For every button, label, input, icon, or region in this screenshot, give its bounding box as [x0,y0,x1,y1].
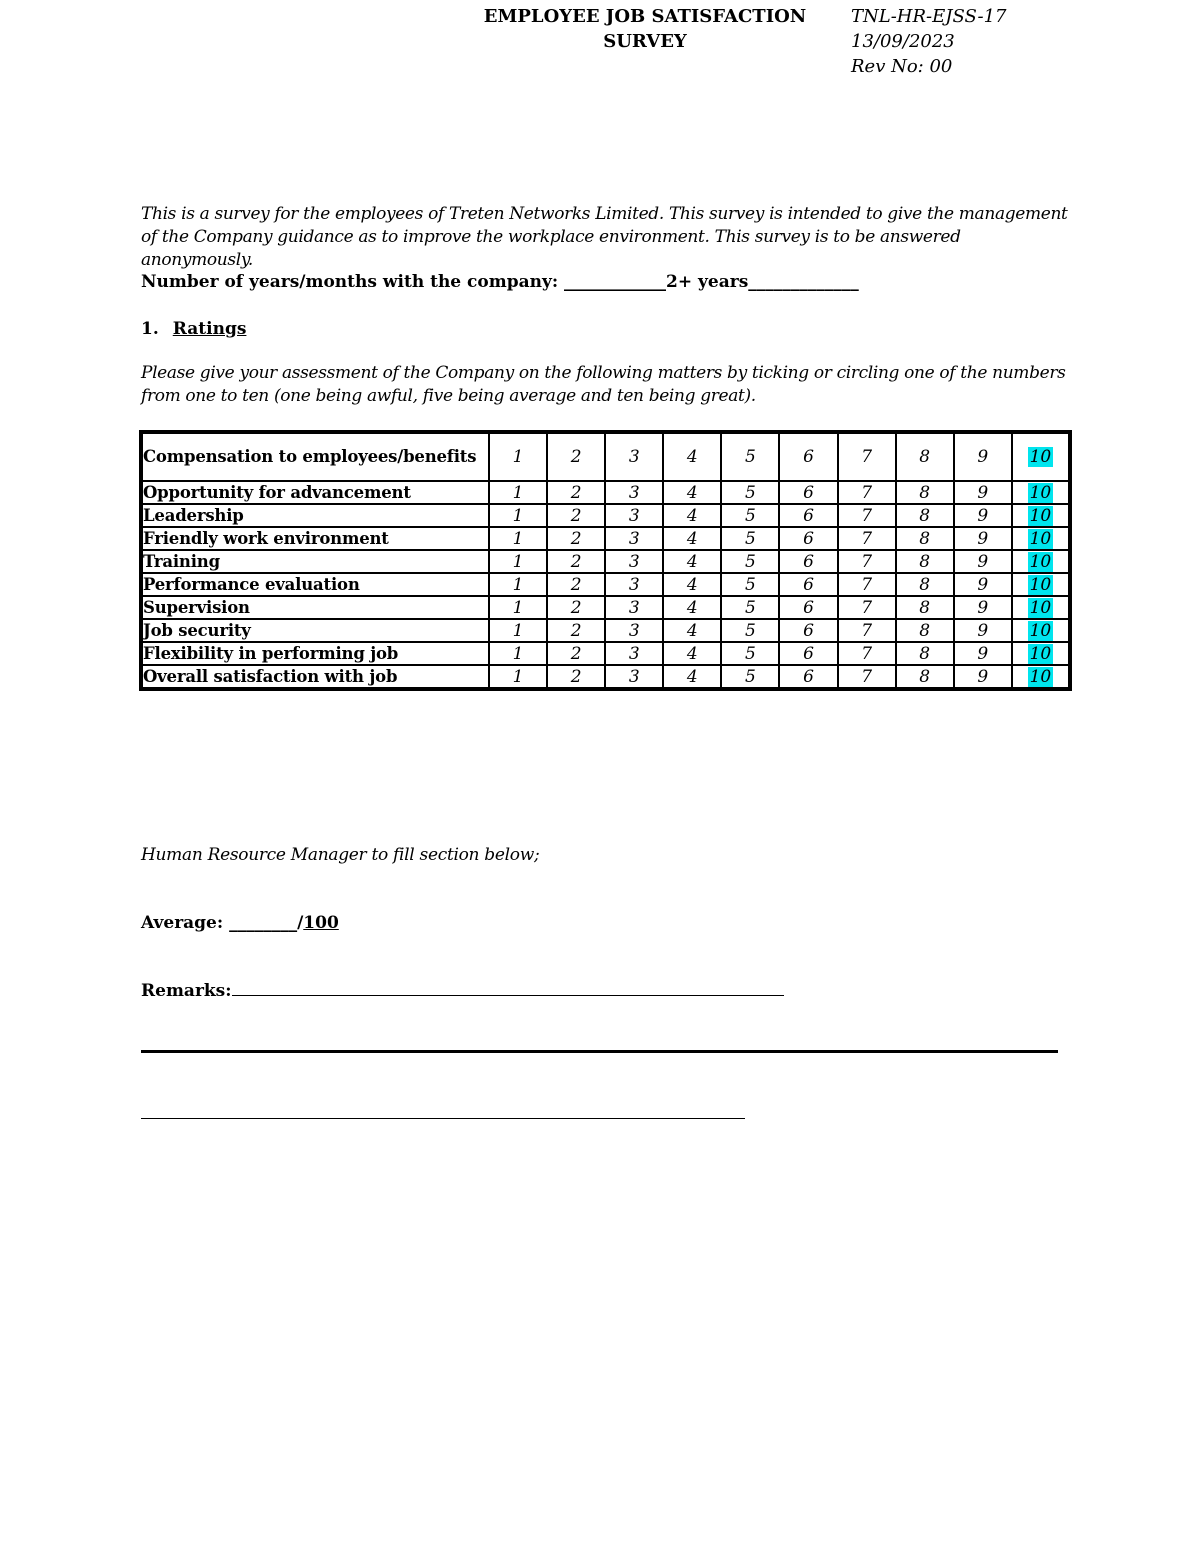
rating-option-7[interactable] [838,619,896,642]
rating-option-label: 4 [686,597,698,618]
rating-option-label: 7 [861,505,873,526]
rating-option-label: 8 [919,505,931,526]
rating-option-label: 10 [1029,505,1052,526]
rating-option-2[interactable] [547,573,605,596]
rating-option-label: 3 [628,620,640,641]
rating-option-1[interactable] [489,504,547,527]
rating-option-3[interactable] [605,642,663,665]
rating-option-label: 2 [570,447,582,467]
rating-option-label: 9 [977,551,989,572]
rating-criterion: Training [141,550,489,573]
rating-criterion: Leadership [141,504,489,527]
rating-option-2[interactable] [547,481,605,504]
rating-option-7[interactable] [838,665,896,689]
rating-option-7[interactable] [838,432,896,481]
rating-option-label: 1 [512,597,524,618]
rating-option-label: 5 [745,620,756,641]
rating-option-label: 10 [1029,528,1052,549]
rating-option-label: 1 [512,620,524,641]
rating-option-label: 4 [686,643,698,664]
rating-option-9[interactable] [954,550,1012,573]
rating-option-6[interactable] [779,596,837,619]
rating-option-8[interactable] [896,504,954,527]
rating-option-7[interactable] [838,573,896,596]
rating-option-5[interactable] [721,573,779,596]
rating-option-1[interactable] [489,596,547,619]
rating-option-4[interactable] [663,573,721,596]
rating-option-7[interactable] [838,481,896,504]
intro-paragraph: This is a survey for the employees of Treten Networks Limited. This survey is intended to give the management of the Company guidance as to improve the workplace environment. This survey is to be answered anonymously. [141,204,1068,270]
rating-option-label: 6 [803,447,814,467]
rating-criterion: Friendly work environment [141,527,489,550]
rating-option-8[interactable] [896,573,954,596]
rating-row [141,665,1070,689]
rating-option-label: 3 [628,551,640,572]
rating-option-label: 1 [512,482,524,503]
rating-option-9[interactable] [954,481,1012,504]
rating-option-label: 5 [745,551,756,572]
rating-option-label: 6 [803,574,814,595]
rating-option-10[interactable] [1012,665,1070,689]
rating-option-3[interactable] [605,481,663,504]
rating-option-label: 4 [686,505,698,526]
ratings-body [141,432,1070,689]
rating-option-9[interactable] [954,504,1012,527]
rating-row [141,619,1070,642]
rating-option-8[interactable] [896,642,954,665]
remarks-rule-thick [141,1050,1058,1053]
rating-option-label: 4 [686,574,698,595]
rating-row [141,550,1070,573]
rating-option-label: 4 [686,666,698,687]
remarks-label: Remarks: [141,981,232,1001]
rating-option-1[interactable] [489,619,547,642]
rating-option-label: 10 [1029,597,1052,618]
rating-option-label: 1 [512,551,524,572]
rating-option-label: 7 [861,447,873,467]
rating-option-1[interactable] [489,481,547,504]
rating-option-label: 3 [628,447,640,467]
rating-option-label: 3 [628,666,640,687]
rating-option-label: 4 [686,551,698,572]
rating-option-label: 6 [803,505,814,526]
rating-option-label: 9 [977,620,989,641]
rating-option-5[interactable] [721,527,779,550]
rating-option-label: 2 [570,620,582,641]
rating-option-8[interactable] [896,665,954,689]
rating-option-label: 8 [919,597,931,618]
rating-option-8[interactable] [896,550,954,573]
rating-criterion: Flexibility in performing job [141,642,489,665]
hr-note: Human Resource Manager to fill section below; [141,845,540,865]
rating-option-2[interactable] [547,642,605,665]
rating-option-7[interactable] [838,596,896,619]
rating-option-6[interactable] [779,665,837,689]
rating-option-label: 7 [861,643,873,664]
rating-option-label: 2 [570,666,582,687]
rating-option-label: 6 [803,482,814,503]
remarks-line [141,979,784,1003]
rating-option-4[interactable] [663,432,721,481]
rating-option-label: 10 [1029,643,1052,664]
rating-option-9[interactable] [954,619,1012,642]
rating-option-6[interactable] [779,619,837,642]
rating-option-label: 1 [512,505,524,526]
rating-option-6[interactable] [779,573,837,596]
rating-option-1[interactable] [489,642,547,665]
rating-option-2[interactable] [547,596,605,619]
rating-option-label: 3 [628,505,640,526]
rating-option-label: 7 [861,620,873,641]
rating-option-9[interactable] [954,596,1012,619]
rating-criterion: Performance evaluation [141,573,489,596]
rating-option-label: 3 [628,597,640,618]
rating-option-6[interactable] [779,642,837,665]
rating-option-3[interactable] [605,550,663,573]
rating-option-label: 1 [512,574,524,595]
rating-option-label: 4 [686,447,698,467]
rating-option-label: 5 [745,597,756,618]
rating-option-6[interactable] [779,504,837,527]
rating-row [141,642,1070,665]
rating-row [141,504,1070,527]
rating-option-4[interactable] [663,504,721,527]
rating-option-7[interactable] [838,550,896,573]
rating-option-5[interactable] [721,619,779,642]
rating-option-1[interactable] [489,527,547,550]
rating-row [141,573,1070,596]
rating-option-label: 2 [570,482,582,503]
rating-option-7[interactable] [838,642,896,665]
section-label: Ratings [172,319,247,339]
rating-option-9[interactable] [954,527,1012,550]
rating-instructions: Please give your assessment of the Company on the following matters by ticking or circling one of the numbers from one to ten (one being awful, five being average and ten being great). [141,363,1066,406]
rating-option-label: 9 [977,528,989,549]
rating-option-label: 2 [570,597,582,618]
rating-option-9[interactable] [954,665,1012,689]
rating-option-4[interactable] [663,596,721,619]
rating-option-label: 8 [919,447,931,467]
rating-option-8[interactable] [896,481,954,504]
rating-option-label: 9 [977,574,989,595]
ratings-table [139,430,1072,691]
rating-option-label: 8 [919,666,931,687]
rating-option-5[interactable] [721,481,779,504]
rating-option-1[interactable] [489,432,547,481]
rating-option-10[interactable] [1012,527,1070,550]
rating-option-10[interactable] [1012,596,1070,619]
rating-option-label: 8 [919,551,931,572]
rating-option-label: 5 [745,528,756,549]
rating-option-3[interactable] [605,665,663,689]
rating-option-label: 3 [628,482,640,503]
rating-option-label: 1 [512,447,524,467]
rating-option-2[interactable] [547,619,605,642]
rating-option-2[interactable] [547,665,605,689]
rating-option-label: 2 [570,505,582,526]
rating-option-label: 7 [861,528,873,549]
rating-option-5[interactable] [721,432,779,481]
rating-criterion: Supervision [141,596,489,619]
rating-option-label: 8 [919,482,931,503]
rating-option-10[interactable] [1012,642,1070,665]
rating-option-3[interactable] [605,573,663,596]
rating-criterion: Overall satisfaction with job [141,665,489,689]
doc-code: TNL-HR-EJSS-17 [851,6,1007,27]
rating-option-label: 8 [919,528,931,549]
rating-option-label: 4 [686,528,698,549]
tenure-value: ____________2+ years_____________ [558,272,859,292]
rating-option-label: 10 [1029,551,1052,572]
rating-option-label: 1 [512,643,524,664]
rating-criterion: Compensation to employees/benefits [141,432,489,481]
rating-option-label: 6 [803,597,814,618]
rating-option-label: 7 [861,666,873,687]
rating-option-8[interactable] [896,527,954,550]
rating-criterion: Opportunity for advancement [141,481,489,504]
rating-option-label: 3 [628,528,640,549]
average-label: Average: ________/ [141,913,304,933]
rating-option-label: 10 [1029,666,1052,687]
rating-option-label: 4 [686,620,698,641]
rating-option-label: 1 [512,528,524,549]
rating-option-6[interactable] [779,527,837,550]
rating-option-8[interactable] [896,432,954,481]
rating-option-4[interactable] [663,665,721,689]
rating-option-label: 5 [745,666,756,687]
rating-option-label: 9 [977,482,989,503]
rating-option-2[interactable] [547,550,605,573]
rating-option-2[interactable] [547,432,605,481]
rating-option-label: 5 [745,574,756,595]
remarks-field[interactable] [232,981,784,996]
rating-option-label: 10 [1029,574,1052,595]
rating-option-4[interactable] [663,550,721,573]
remarks-rule-thin[interactable] [141,1118,745,1119]
rating-option-label: 7 [861,482,873,503]
rating-option-10[interactable] [1012,619,1070,642]
rating-option-label: 2 [570,528,582,549]
rating-option-10[interactable] [1012,432,1070,481]
rating-option-3[interactable] [605,596,663,619]
rating-option-label: 6 [803,666,814,687]
rating-option-6[interactable] [779,550,837,573]
rating-option-2[interactable] [547,504,605,527]
rating-option-label: 9 [977,597,989,618]
rating-option-label: 9 [977,666,989,687]
tenure-line [141,270,859,294]
rating-option-label: 9 [977,505,989,526]
rating-row [141,481,1070,504]
rating-option-label: 3 [628,643,640,664]
rating-option-4[interactable] [663,527,721,550]
rating-option-label: 8 [919,620,931,641]
rating-option-4[interactable] [663,481,721,504]
rating-option-10[interactable] [1012,550,1070,573]
rating-row [141,527,1070,550]
rating-option-1[interactable] [489,573,547,596]
rating-option-3[interactable] [605,527,663,550]
rating-option-label: 6 [803,643,814,664]
rating-option-3[interactable] [605,432,663,481]
doc-revision: Rev No: 00 [851,56,953,77]
title-line-1: EMPLOYEE JOB SATISFACTION [483,6,807,27]
rating-option-label: 5 [745,447,756,467]
rating-criterion: Job security [141,619,489,642]
rating-option-7[interactable] [838,504,896,527]
rating-row [141,432,1070,481]
rating-option-6[interactable] [779,432,837,481]
rating-option-label: 2 [570,551,582,572]
title-line-2: SURVEY [603,31,687,52]
rating-row [141,596,1070,619]
tenure-label: Number of years/months with the company: [141,272,559,292]
rating-option-4[interactable] [663,619,721,642]
section-heading [141,317,246,341]
rating-option-8[interactable] [896,596,954,619]
rating-option-label: 4 [686,482,698,503]
rating-option-5[interactable] [721,596,779,619]
average-denominator: 100 [303,913,339,933]
rating-option-1[interactable] [489,665,547,689]
rating-option-7[interactable] [838,527,896,550]
rating-option-label: 7 [861,597,873,618]
rating-option-label: 6 [803,551,814,572]
rating-option-label: 5 [745,482,756,503]
rating-option-5[interactable] [721,665,779,689]
rating-option-label: 8 [919,643,931,664]
rating-option-label: 5 [745,643,756,664]
rating-option-10[interactable] [1012,481,1070,504]
rating-option-5[interactable] [721,504,779,527]
rating-option-1[interactable] [489,550,547,573]
average-line [141,911,339,935]
rating-option-8[interactable] [896,619,954,642]
rating-option-4[interactable] [663,642,721,665]
rating-option-label: 2 [570,643,582,664]
rating-option-label: 3 [628,574,640,595]
section-number: 1. [141,319,159,339]
doc-date: 13/09/2023 [851,31,955,52]
document-title [470,4,820,54]
rating-option-5[interactable] [721,550,779,573]
rating-option-10[interactable] [1012,504,1070,527]
rating-option-label: 8 [919,574,931,595]
rating-option-9[interactable] [954,642,1012,665]
rating-option-label: 2 [570,574,582,595]
rating-option-10[interactable] [1012,573,1070,596]
rating-option-label: 10 [1029,620,1052,641]
rating-option-label: 7 [861,551,873,572]
rating-option-label: 7 [861,574,873,595]
rating-option-label: 5 [745,505,756,526]
rating-option-label: 10 [1029,482,1052,503]
rating-option-5[interactable] [721,642,779,665]
document-meta [851,4,1006,79]
rating-option-label: 6 [803,528,814,549]
rating-option-label: 9 [977,447,989,467]
rating-option-label: 1 [512,666,524,687]
rating-option-6[interactable] [779,481,837,504]
rating-option-label: 6 [803,620,814,641]
rating-option-label: 10 [1029,447,1052,467]
rating-option-3[interactable] [605,504,663,527]
rating-option-9[interactable] [954,573,1012,596]
rating-option-label: 9 [977,643,989,664]
rating-option-3[interactable] [605,619,663,642]
rating-option-9[interactable] [954,432,1012,481]
rating-option-2[interactable] [547,527,605,550]
